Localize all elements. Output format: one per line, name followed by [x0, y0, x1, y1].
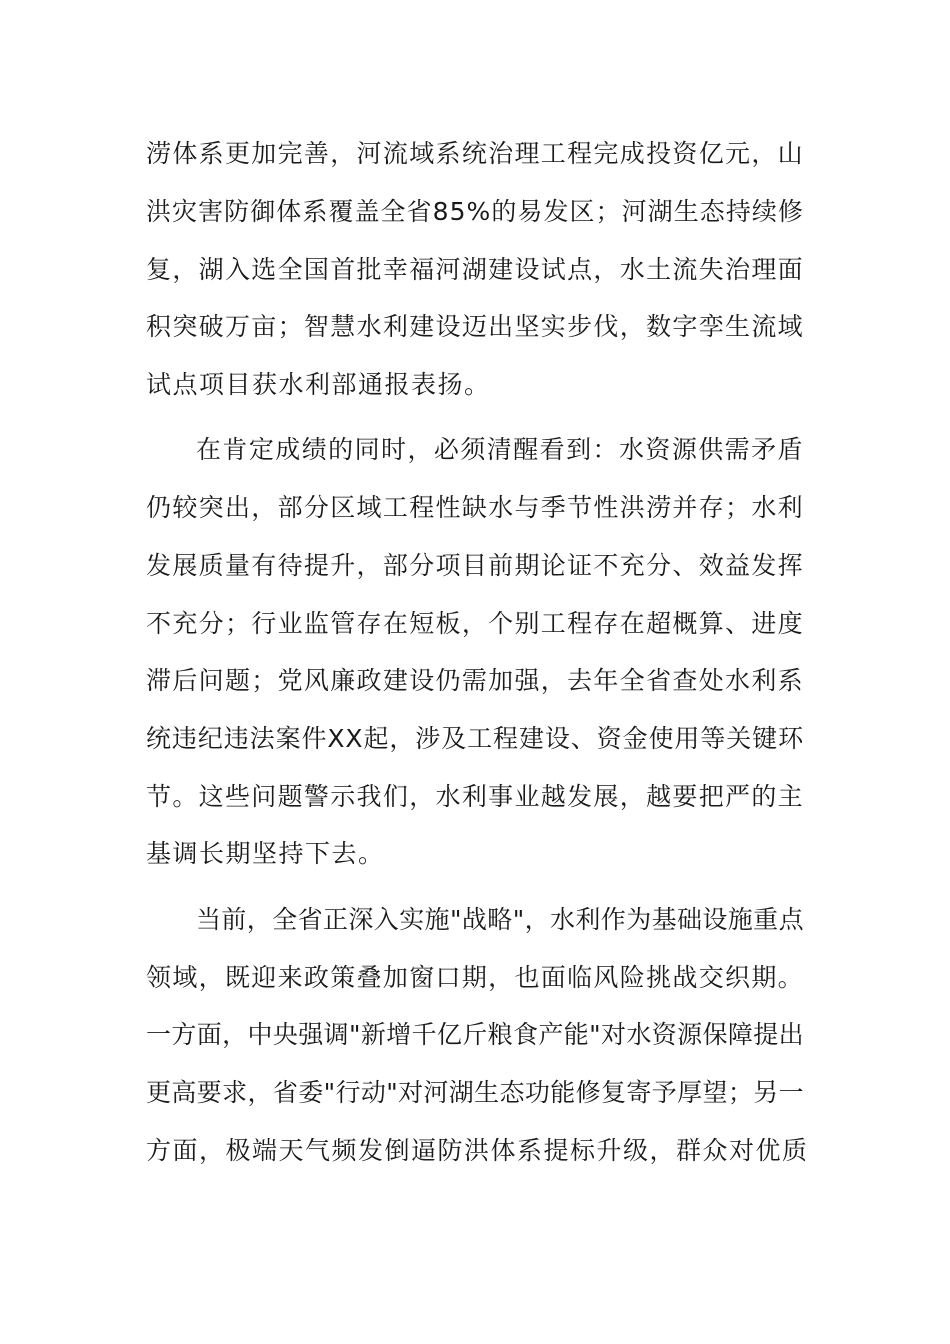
paragraph-1-line-1: 涝体系更加完善，河流域系统治理工程完成投资亿元，山	[146, 139, 804, 168]
paragraph-3-line-3: 一方面，中央强调"新增千亿斤粮食产能"对水资源保障提出	[146, 1020, 804, 1049]
paragraph-2-line-8: 基调长期坚持下去。	[146, 839, 385, 868]
paragraph-2-line-2: 仍较突出，部分区域工程性缺水与季节性洪涝并存；水利	[146, 493, 804, 522]
paragraph-3-line-4: 更高要求，省委"行动"对河湖生态功能修复寄予厚望；另一	[146, 1078, 804, 1107]
paragraph-2-line-1: 在肯定成绩的同时，必须清醒看到：水资源供需矛盾	[196, 435, 804, 464]
paragraph-2-line-7: 节。这些问题警示我们，水利事业越发展，越要把严的主	[146, 782, 804, 811]
paragraph-2-line-5: 滞后问题；党风廉政建设仍需加强，去年全省查处水利系	[146, 666, 804, 695]
paragraph-1-line-2: 洪灾害防御体系覆盖全省85%的易发区；河湖生态持续修	[146, 197, 804, 226]
paragraph-2-line-3: 发展质量有待提升，部分项目前期论证不充分、效益发挥	[146, 551, 804, 580]
paragraph-1-line-4: 积突破万亩；智慧水利建设迈出坚实步伐，数字孪生流域	[146, 312, 804, 341]
paragraph-2-line-4: 不充分；行业监管存在短板，个别工程存在超概算、进度	[146, 609, 804, 638]
paragraph-3-line-5: 方面，极端天气频发倒逼防洪体系提标升级，群众对优质	[146, 1136, 809, 1165]
paragraph-1-line-5: 试点项目获水利部通报表扬。	[146, 370, 491, 399]
paragraph-3-line-2: 领域，既迎来政策叠加窗口期，也面临风险挑战交织期。	[146, 963, 804, 992]
paragraph-1-line-3: 复，湖入选全国首批幸福河湖建设试点，水土流失治理面	[146, 255, 804, 284]
paragraph-3-line-1: 当前，全省正深入实施"战略"，水利作为基础设施重点	[196, 905, 804, 934]
paragraph-2-line-6: 统违纪违法案件XX起，涉及工程建设、资金使用等关键环	[146, 724, 804, 753]
